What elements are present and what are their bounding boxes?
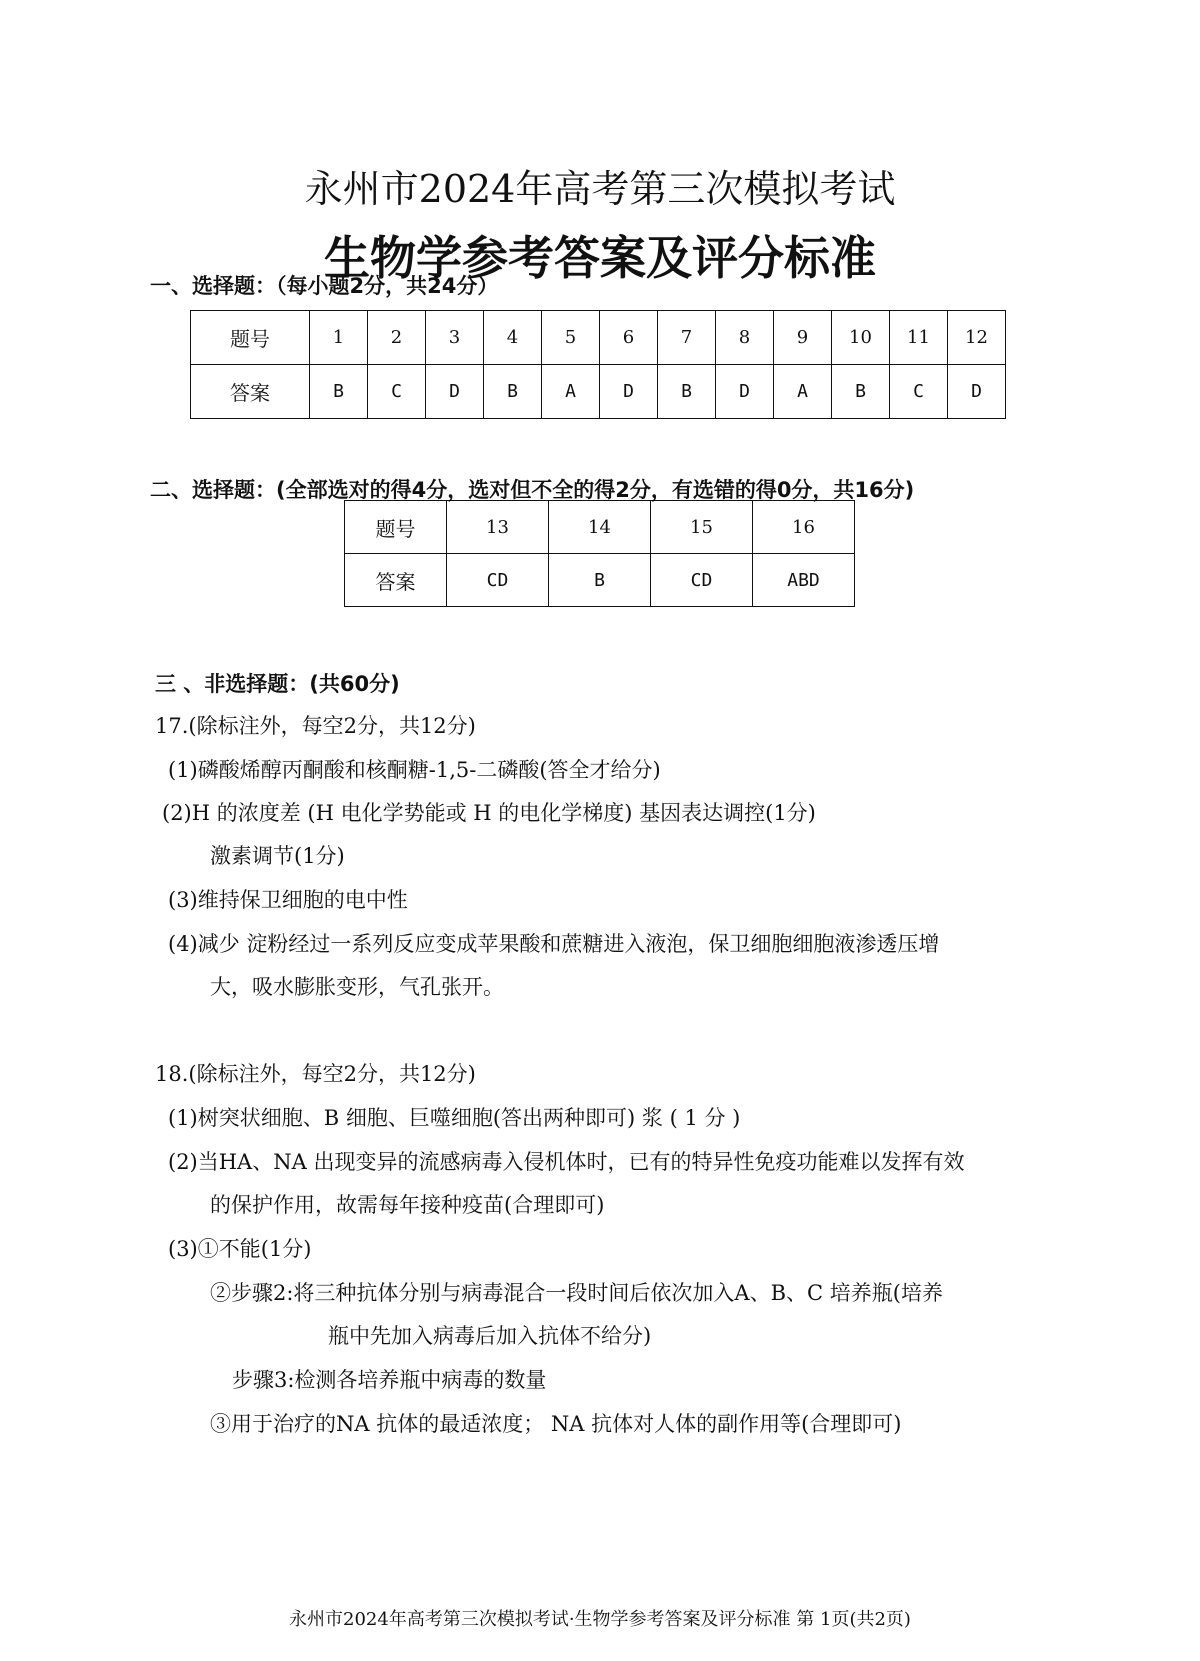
answer-cell: A — [774, 365, 832, 419]
question-number: 2 — [368, 311, 426, 365]
answer-cell: D — [600, 365, 658, 419]
question-number: 13 — [447, 501, 549, 554]
answer-cell: B — [484, 365, 542, 419]
section3-heading: 三 、非选择题：(共60分) — [155, 672, 400, 696]
section1-heading: 一、选择题：（每小题2分，共24分） — [150, 274, 499, 298]
q18-answer-3-step2: ②步骤2:将三种抗体分别与病毒混合一段时间后依次加入A、B、C 培养瓶(培养 — [210, 1281, 943, 1305]
q18-answer-2-cont: 的保护作用，故需每年接种疫苗(合理即可) — [210, 1193, 605, 1217]
answer-cell: CD — [651, 554, 753, 607]
page-footer: 永州市2024年高考第三次模拟考试·生物学参考答案及评分标准 第 1页(共2页) — [289, 1609, 911, 1630]
question-number: 6 — [600, 311, 658, 365]
q18-answer-3: (3)①不能(1分) — [168, 1237, 312, 1261]
answer-cell: C — [890, 365, 948, 419]
q17-answer-1: (1)磷酸烯醇丙酮酸和核酮糖-1,5-二磷酸(答全才给分) — [168, 758, 661, 782]
q18-answer-1: (1)树突状细胞、B 细胞、巨噬细胞(答出两种即可) 浆 ( 1 分 ) — [168, 1106, 741, 1130]
answer-cell: D — [426, 365, 484, 419]
answer-cell: D — [716, 365, 774, 419]
q17-answer-4-cont: 大，吸水膨胀变形，气孔张开。 — [210, 975, 504, 999]
q18-answer-3-item3: ③用于治疗的NA 抗体的最适浓度； NA 抗体对人体的副作用等(合理即可) — [210, 1412, 902, 1436]
answer-cell: CD — [447, 554, 549, 607]
answer-cell: B — [658, 365, 716, 419]
question-number: 11 — [890, 311, 948, 365]
question-number: 10 — [832, 311, 890, 365]
answer-cell: A — [542, 365, 600, 419]
question-number: 3 — [426, 311, 484, 365]
answer-row — [345, 554, 855, 607]
section2-heading: 二、选择题：(全部选对的得4分，选对但不全的得2分，有选错的得0分，共16分) — [150, 478, 915, 502]
question-number: 12 — [948, 311, 1006, 365]
q18-answer-3-step3: 步骤3:检测各培养瓶中病毒的数量 — [232, 1368, 547, 1392]
question-number: 9 — [774, 311, 832, 365]
question-row-header: 题号 — [345, 501, 447, 554]
document-subtitle: 生物学参考答案及评分标准 — [324, 231, 876, 285]
question-number: 7 — [658, 311, 716, 365]
answer-row-header: 答案 — [191, 365, 310, 419]
question-number: 8 — [716, 311, 774, 365]
question-number: 4 — [484, 311, 542, 365]
question-row-header: 题号 — [191, 311, 310, 365]
exam-title: 永州市2024年高考第三次模拟考试 — [304, 167, 896, 211]
q17-heading: 17.(除标注外，每空2分，共12分) — [155, 714, 476, 738]
answer-row — [191, 365, 1006, 419]
q17-answer-4: (4)减少 淀粉经过一系列反应变成苹果酸和蔗糖进入液泡，保卫细胞细胞液渗透压增 — [168, 932, 940, 956]
answer-cell: ABD — [753, 554, 855, 607]
q17-answer-2: (2)H 的浓度差 (H 电化学势能或 H 的电化学梯度) 基因表达调控(1分) — [162, 801, 816, 825]
q17-answer-3: (3)维持保卫细胞的电中性 — [168, 888, 408, 912]
q18-answer-2: (2)当HA、NA 出现变异的流感病毒入侵机体时，已有的特异性免疫功能难以发挥有效 — [168, 1150, 965, 1174]
section2-answer-table — [344, 500, 855, 607]
answer-cell: B — [832, 365, 890, 419]
question-row — [345, 501, 855, 554]
answer-cell: B — [310, 365, 368, 419]
q18-answer-3-step2-cont: 瓶中先加入病毒后加入抗体不给分) — [328, 1324, 652, 1348]
question-number: 14 — [549, 501, 651, 554]
question-number: 1 — [310, 311, 368, 365]
question-number: 16 — [753, 501, 855, 554]
question-number: 5 — [542, 311, 600, 365]
question-number: 15 — [651, 501, 753, 554]
question-row — [191, 311, 1006, 365]
section1-answer-table — [190, 310, 1006, 419]
answer-cell: C — [368, 365, 426, 419]
q18-heading: 18.(除标注外，每空2分，共12分) — [155, 1062, 476, 1086]
answer-cell: B — [549, 554, 651, 607]
q17-answer-2-cont: 激素调节(1分) — [210, 844, 345, 868]
answer-cell: D — [948, 365, 1006, 419]
answer-row-header: 答案 — [345, 554, 447, 607]
